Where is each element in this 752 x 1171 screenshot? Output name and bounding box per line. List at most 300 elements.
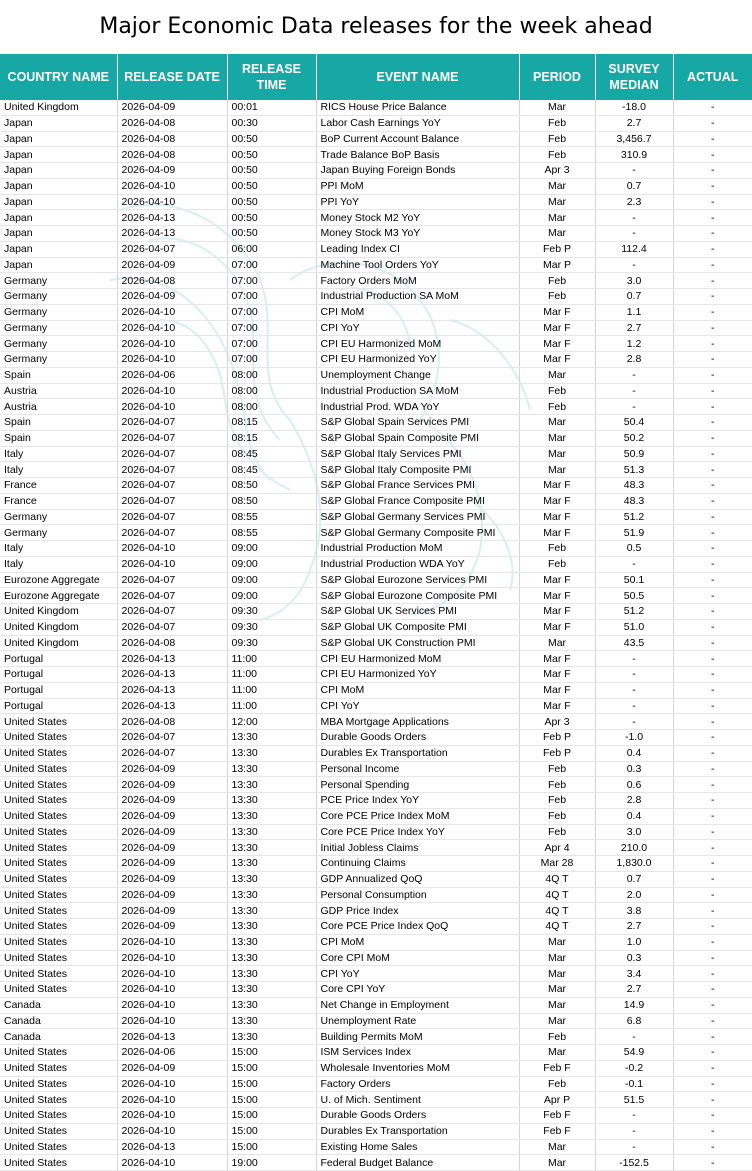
country-cell: Japan [0, 147, 117, 163]
table-row [0, 808, 752, 824]
period-cell: Apr P [519, 1092, 595, 1108]
release-time-cell: 09:00 [227, 541, 316, 557]
actual-cell: - [673, 241, 752, 257]
event-name-cell: BoP Current Account Balance [316, 131, 519, 147]
actual-cell: - [673, 604, 752, 620]
release-time-cell: 09:00 [227, 588, 316, 604]
country-cell: United States [0, 1108, 117, 1124]
country-cell: United Kingdom [0, 635, 117, 651]
release-date-cell: 2026-04-13 [117, 1139, 227, 1155]
release-date-cell: 2026-04-09 [117, 793, 227, 809]
survey-median-cell: 0.7 [595, 178, 673, 194]
release-date-cell: 2026-04-09 [117, 257, 227, 273]
country-cell: Japan [0, 115, 117, 131]
release-time-cell: 13:30 [227, 950, 316, 966]
event-name-cell: S&P Global Italy Composite PMI [316, 462, 519, 478]
event-name-cell: S&P Global Eurozone Services PMI [316, 572, 519, 588]
period-cell: Feb [519, 541, 595, 557]
event-name-cell: CPI MoM [316, 682, 519, 698]
survey-label: SURVEY [608, 62, 660, 76]
release-date-cell: 2026-04-09 [117, 919, 227, 935]
period-cell: Mar F [519, 304, 595, 320]
actual-cell: - [673, 289, 752, 305]
table-row [0, 415, 752, 431]
release-time-cell: 13:30 [227, 761, 316, 777]
event-name-cell: Durable Goods Orders [316, 730, 519, 746]
event-name-cell: S&P Global Italy Services PMI [316, 446, 519, 462]
release-date-cell: 2026-04-09 [117, 761, 227, 777]
period-cell: Mar F [519, 604, 595, 620]
survey-median-cell: 51.2 [595, 509, 673, 525]
country-cell: Portugal [0, 682, 117, 698]
period-cell: Feb [519, 289, 595, 305]
country-cell: United States [0, 919, 117, 935]
survey-median-cell: 51.2 [595, 604, 673, 620]
col-header-actual[interactable]: ACTUAL [673, 54, 752, 100]
period-cell: Feb [519, 808, 595, 824]
actual-cell: - [673, 336, 752, 352]
actual-cell: - [673, 903, 752, 919]
table-row [0, 588, 752, 604]
actual-cell: - [673, 619, 752, 635]
event-name-cell: CPI EU Harmonized MoM [316, 336, 519, 352]
release-date-cell: 2026-04-13 [117, 651, 227, 667]
period-cell: 4Q T [519, 887, 595, 903]
country-cell: Japan [0, 241, 117, 257]
release-time-cell: 13:30 [227, 777, 316, 793]
event-name-cell: Wholesale Inventories MoM [316, 1060, 519, 1076]
period-cell: Mar 28 [519, 856, 595, 872]
release-time-cell: 13:30 [227, 1029, 316, 1045]
country-cell: Germany [0, 509, 117, 525]
event-name-cell: S&P Global Spain Services PMI [316, 415, 519, 431]
period-cell: Mar [519, 934, 595, 950]
actual-cell: - [673, 730, 752, 746]
survey-median-cell: -18.0 [595, 100, 673, 115]
table-row [0, 887, 752, 903]
period-cell: Feb [519, 399, 595, 415]
survey-median-cell: 48.3 [595, 478, 673, 494]
survey-median-cell: 2.7 [595, 982, 673, 998]
col-header-country[interactable]: COUNTRY NAME [0, 54, 117, 100]
event-name-cell: Existing Home Sales [316, 1139, 519, 1155]
table-row [0, 399, 752, 415]
actual-cell: - [673, 100, 752, 115]
actual-cell: - [673, 682, 752, 698]
release-time-cell: 00:30 [227, 115, 316, 131]
actual-cell: - [673, 966, 752, 982]
event-name-cell: Industrial Production MoM [316, 541, 519, 557]
table-row [0, 714, 752, 730]
release-date-cell: 2026-04-10 [117, 966, 227, 982]
release-time-cell: 15:00 [227, 1092, 316, 1108]
country-cell: Canada [0, 1013, 117, 1029]
country-cell: United States [0, 871, 117, 887]
table-row [0, 478, 752, 494]
release-date-cell: 2026-04-10 [117, 556, 227, 572]
country-cell: France [0, 493, 117, 509]
event-name-cell: Core CPI YoY [316, 982, 519, 998]
survey-median-cell: 1,830.0 [595, 856, 673, 872]
release-time-cell: 07:00 [227, 320, 316, 336]
survey-median-cell: 0.3 [595, 950, 673, 966]
col-header-period[interactable]: PERIOD [519, 54, 595, 100]
release-date-cell: 2026-04-07 [117, 604, 227, 620]
country-cell: Germany [0, 336, 117, 352]
release-time-cell: 13:30 [227, 982, 316, 998]
table-row [0, 352, 752, 368]
table-row [0, 509, 752, 525]
table-row [0, 336, 752, 352]
col-header-event-name[interactable]: EVENT NAME [316, 54, 519, 100]
release-date-cell: 2026-04-07 [117, 619, 227, 635]
actual-cell: - [673, 115, 752, 131]
release-date-cell: 2026-04-09 [117, 289, 227, 305]
survey-median-cell: 0.6 [595, 777, 673, 793]
event-name-cell: Continuing Claims [316, 856, 519, 872]
release-date-cell: 2026-04-10 [117, 383, 227, 399]
table-row [0, 178, 752, 194]
period-cell: Mar [519, 226, 595, 242]
country-cell: Portugal [0, 667, 117, 683]
actual-cell: - [673, 478, 752, 494]
event-name-cell: Industrial Production SA MoM [316, 289, 519, 305]
table-row [0, 997, 752, 1013]
release-time-cell: 08:45 [227, 462, 316, 478]
event-name-cell: CPI YoY [316, 698, 519, 714]
survey-median-cell: 51.9 [595, 525, 673, 541]
event-name-cell: CPI EU Harmonized YoY [316, 667, 519, 683]
event-name-cell: Industrial Prod. WDA YoY [316, 399, 519, 415]
event-name-cell: Personal Income [316, 761, 519, 777]
release-date-cell: 2026-04-08 [117, 714, 227, 730]
country-cell: United States [0, 824, 117, 840]
release-date-cell: 2026-04-07 [117, 572, 227, 588]
country-cell: France [0, 478, 117, 494]
release-date-cell: 2026-04-07 [117, 415, 227, 431]
release-date-cell: 2026-04-07 [117, 462, 227, 478]
period-cell: Feb [519, 1076, 595, 1092]
table-row [0, 1108, 752, 1124]
median-label: MEDIAN [609, 78, 659, 92]
release-date-cell: 2026-04-10 [117, 194, 227, 210]
release-date-cell: 2026-04-07 [117, 446, 227, 462]
country-cell: United States [0, 777, 117, 793]
table-row [0, 745, 752, 761]
table-row [0, 903, 752, 919]
period-cell: Mar [519, 966, 595, 982]
period-cell: Mar [519, 210, 595, 226]
release-date-cell: 2026-04-09 [117, 824, 227, 840]
release-date-cell: 2026-04-08 [117, 273, 227, 289]
actual-cell: - [673, 588, 752, 604]
survey-median-cell: 1.0 [595, 934, 673, 950]
table-row [0, 446, 752, 462]
actual-cell: - [673, 446, 752, 462]
table-row [0, 1013, 752, 1029]
col-header-release-time[interactable]: RELEASE TIME [227, 54, 316, 100]
period-cell: Mar F [519, 493, 595, 509]
event-name-cell: Industrial Production WDA YoY [316, 556, 519, 572]
actual-cell: - [673, 1013, 752, 1029]
period-cell: Mar [519, 1139, 595, 1155]
page-title: Major Economic Data releases for the week ahead [99, 14, 653, 39]
release-time-cell: 13:30 [227, 903, 316, 919]
release-time-cell: 09:00 [227, 572, 316, 588]
actual-cell: - [673, 304, 752, 320]
table-row [0, 856, 752, 872]
release-time-cell: 15:00 [227, 1139, 316, 1155]
actual-cell: - [673, 541, 752, 557]
table-row [0, 619, 752, 635]
country-cell: United States [0, 950, 117, 966]
country-cell: United States [0, 903, 117, 919]
release-date-cell: 2026-04-10 [117, 1108, 227, 1124]
actual-cell: - [673, 147, 752, 163]
survey-median-cell: 0.7 [595, 289, 673, 305]
period-cell: Feb [519, 556, 595, 572]
table-row [0, 1060, 752, 1076]
actual-cell: - [673, 1045, 752, 1061]
release-date-cell: 2026-04-13 [117, 1029, 227, 1045]
country-cell: Spain [0, 415, 117, 431]
release-time-cell: 13:30 [227, 824, 316, 840]
table-row [0, 1045, 752, 1061]
table-row [0, 667, 752, 683]
event-name-cell: S&P Global UK Composite PMI [316, 619, 519, 635]
economic-data-table [0, 54, 752, 1171]
survey-median-cell: 54.9 [595, 1045, 673, 1061]
country-cell: Germany [0, 352, 117, 368]
event-name-cell: Factory Orders MoM [316, 273, 519, 289]
actual-cell: - [673, 808, 752, 824]
survey-median-cell: 51.3 [595, 462, 673, 478]
release-date-cell: 2026-04-10 [117, 982, 227, 998]
event-name-cell: CPI YoY [316, 320, 519, 336]
event-name-cell: Personal Spending [316, 777, 519, 793]
actual-cell: - [673, 352, 752, 368]
table-row [0, 982, 752, 998]
actual-cell: - [673, 871, 752, 887]
survey-median-cell: 14.9 [595, 997, 673, 1013]
table-row [0, 462, 752, 478]
survey-median-cell: 0.4 [595, 808, 673, 824]
release-date-cell: 2026-04-10 [117, 934, 227, 950]
table-row [0, 871, 752, 887]
actual-cell: - [673, 430, 752, 446]
country-cell: United Kingdom [0, 604, 117, 620]
table-row [0, 383, 752, 399]
table-row [0, 257, 752, 273]
actual-cell: - [673, 840, 752, 856]
release-time-cell: 08:00 [227, 383, 316, 399]
actual-cell: - [673, 226, 752, 242]
release-time-cell: 07:00 [227, 257, 316, 273]
survey-median-cell: 2.3 [595, 194, 673, 210]
table-row [0, 1139, 752, 1155]
release-time-cell: 08:00 [227, 367, 316, 383]
table-row [0, 840, 752, 856]
release-time-cell: 13:30 [227, 871, 316, 887]
country-cell: Spain [0, 367, 117, 383]
table-row [0, 1092, 752, 1108]
survey-median-cell: 0.4 [595, 745, 673, 761]
country-cell: Germany [0, 525, 117, 541]
release-date-cell: 2026-04-10 [117, 997, 227, 1013]
table-row [0, 730, 752, 746]
survey-median-cell: 2.8 [595, 352, 673, 368]
survey-median-cell: -152.5 [595, 1155, 673, 1171]
survey-median-cell: - [595, 210, 673, 226]
table-row [0, 541, 752, 557]
actual-cell: - [673, 856, 752, 872]
event-name-cell: Personal Consumption [316, 887, 519, 903]
country-cell: United States [0, 745, 117, 761]
country-cell: United States [0, 934, 117, 950]
survey-median-cell: 0.5 [595, 541, 673, 557]
event-name-cell: Durables Ex Transportation [316, 745, 519, 761]
survey-median-cell: 0.3 [595, 761, 673, 777]
period-cell: Mar F [519, 336, 595, 352]
release-date-cell: 2026-04-09 [117, 1060, 227, 1076]
release-time-cell: 07:00 [227, 289, 316, 305]
survey-median-cell: 2.7 [595, 115, 673, 131]
actual-cell: - [673, 320, 752, 336]
release-date-cell: 2026-04-07 [117, 430, 227, 446]
actual-cell: - [673, 1155, 752, 1171]
table-row [0, 682, 752, 698]
survey-median-cell: 50.5 [595, 588, 673, 604]
survey-median-cell: - [595, 257, 673, 273]
release-time-cell: 09:30 [227, 619, 316, 635]
release-date-cell: 2026-04-09 [117, 808, 227, 824]
release-date-cell: 2026-04-07 [117, 493, 227, 509]
release-date-cell: 2026-04-09 [117, 163, 227, 179]
actual-cell: - [673, 1076, 752, 1092]
period-cell: Mar F [519, 667, 595, 683]
table-row [0, 950, 752, 966]
event-name-cell: CPI EU Harmonized YoY [316, 352, 519, 368]
period-cell: Feb [519, 147, 595, 163]
release-time-cell: 13:30 [227, 997, 316, 1013]
release-date-cell: 2026-04-08 [117, 115, 227, 131]
release-date-cell: 2026-04-10 [117, 1092, 227, 1108]
country-cell: United States [0, 1123, 117, 1139]
country-cell: Austria [0, 399, 117, 415]
actual-cell: - [673, 887, 752, 903]
survey-median-cell: - [595, 163, 673, 179]
release-date-cell: 2026-04-09 [117, 887, 227, 903]
table-row [0, 273, 752, 289]
actual-cell: - [673, 745, 752, 761]
release-time-cell: 08:15 [227, 415, 316, 431]
release-time-cell: 07:00 [227, 336, 316, 352]
country-cell: Canada [0, 997, 117, 1013]
survey-median-cell: 3.0 [595, 273, 673, 289]
table-row [0, 100, 752, 115]
table-row [0, 572, 752, 588]
release-time-cell: 11:00 [227, 698, 316, 714]
survey-median-cell: 3.8 [595, 903, 673, 919]
release-date-cell: 2026-04-09 [117, 840, 227, 856]
actual-cell: - [673, 824, 752, 840]
survey-median-cell: 50.4 [595, 415, 673, 431]
event-name-cell: PCE Price Index YoY [316, 793, 519, 809]
actual-cell: - [673, 997, 752, 1013]
event-name-cell: S&P Global Eurozone Composite PMI [316, 588, 519, 604]
table-row [0, 304, 752, 320]
survey-median-cell: - [595, 367, 673, 383]
period-cell: Mar [519, 982, 595, 998]
country-cell: Eurozone Aggregate [0, 588, 117, 604]
col-header-release-date[interactable]: RELEASE DATE [117, 54, 227, 100]
table-row [0, 604, 752, 620]
period-cell: Feb P [519, 745, 595, 761]
country-cell: Germany [0, 304, 117, 320]
event-name-cell: Factory Orders [316, 1076, 519, 1092]
release-date-cell: 2026-04-07 [117, 588, 227, 604]
survey-median-cell: 3.0 [595, 824, 673, 840]
survey-median-cell: - [595, 383, 673, 399]
table-row [0, 131, 752, 147]
event-name-cell: PPI MoM [316, 178, 519, 194]
country-cell: Japan [0, 163, 117, 179]
period-cell: Mar F [519, 352, 595, 368]
release-time-cell: 08:45 [227, 446, 316, 462]
event-name-cell: Unemployment Rate [316, 1013, 519, 1029]
table-row [0, 651, 752, 667]
event-name-cell: S&P Global France Services PMI [316, 478, 519, 494]
country-cell: Japan [0, 226, 117, 242]
survey-median-cell: - [595, 1108, 673, 1124]
survey-median-cell: -0.2 [595, 1060, 673, 1076]
actual-cell: - [673, 194, 752, 210]
period-cell: Mar F [519, 509, 595, 525]
survey-median-cell: - [595, 399, 673, 415]
actual-cell: - [673, 761, 752, 777]
table-row [0, 115, 752, 131]
release-time-cell: 08:50 [227, 478, 316, 494]
survey-median-cell: -1.0 [595, 730, 673, 746]
period-cell: Mar [519, 1013, 595, 1029]
actual-cell: - [673, 950, 752, 966]
actual-cell: - [673, 462, 752, 478]
period-cell: Mar F [519, 525, 595, 541]
event-name-cell: Core CPI MoM [316, 950, 519, 966]
event-name-cell: S&P Global Germany Services PMI [316, 509, 519, 525]
actual-cell: - [673, 982, 752, 998]
col-header-survey-median[interactable] [595, 54, 673, 100]
table-row [0, 163, 752, 179]
country-cell: Italy [0, 556, 117, 572]
survey-median-cell: 2.8 [595, 793, 673, 809]
event-name-cell: Federal Budget Balance [316, 1155, 519, 1171]
release-time-cell: 09:30 [227, 604, 316, 620]
event-name-cell: Machine Tool Orders YoY [316, 257, 519, 273]
table-row [0, 793, 752, 809]
survey-median-cell: - [595, 1029, 673, 1045]
period-cell: 4Q T [519, 919, 595, 935]
period-cell: Feb [519, 1029, 595, 1045]
country-cell: Japan [0, 178, 117, 194]
actual-cell: - [673, 1139, 752, 1155]
release-date-cell: 2026-04-06 [117, 367, 227, 383]
period-cell: Mar [519, 1045, 595, 1061]
release-date-cell: 2026-04-10 [117, 541, 227, 557]
country-cell: Japan [0, 131, 117, 147]
survey-median-cell: 2.7 [595, 320, 673, 336]
country-cell: United Kingdom [0, 100, 117, 115]
